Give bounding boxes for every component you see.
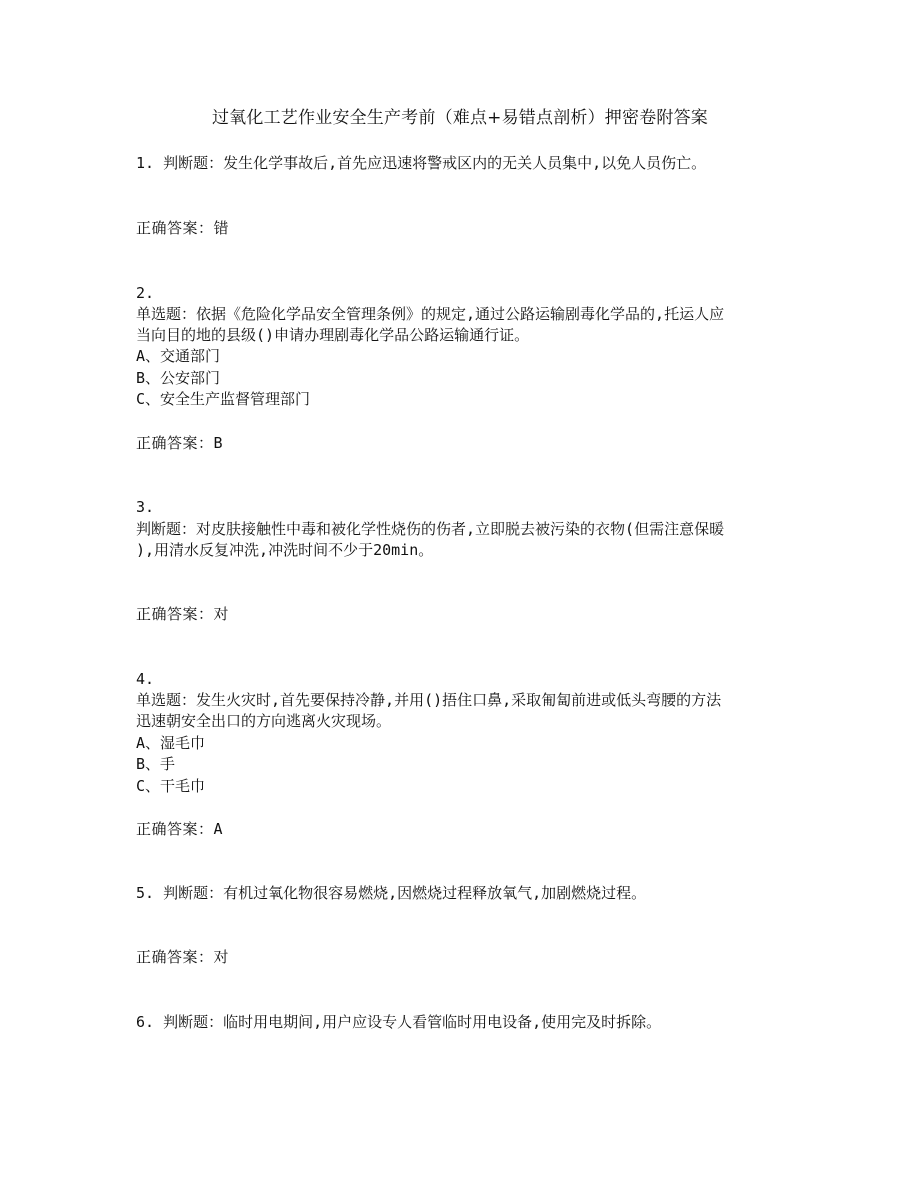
question-5-answer: 正确答案：对 (136, 948, 230, 966)
document-title: 过氧化工艺作业安全生产考前（难点+易错点剖析）押密卷附答案 (211, 108, 709, 128)
question-4-text-line2: 迅速朝安全出口的方向逃离火灾现场。 (136, 712, 392, 730)
question-2-text-line2: 当向目的地的县级()申请办理剧毒化学品公路运输通行证。 (136, 326, 530, 344)
question-2-option-b: B、公安部门 (136, 369, 221, 387)
question-3-number: 3. (136, 498, 155, 516)
question-2-option-c: C、安全生产监督管理部门 (136, 390, 311, 408)
question-4-option-c: C、干毛巾 (136, 777, 206, 795)
question-1-answer: 正确答案：错 (136, 219, 230, 237)
question-2-number: 2. (136, 284, 155, 302)
question-4-option-b: B、手 (136, 755, 176, 773)
question-3-text-line2: ),用清水反复冲洗,冲洗时间不少于20min。 (136, 541, 434, 559)
question-2-text-line1: 单选题：依据《危险化学品安全管理条例》的规定,通过公路运输剧毒化学品的,托运人应 (136, 305, 725, 323)
question-2-option-a: A、交通部门 (136, 347, 221, 365)
question-5-text: 5. 判断题：有机过氧化物很容易燃烧,因燃烧过程释放氧气,加剧燃烧过程。 (136, 884, 647, 902)
question-4-answer: 正确答案：A (136, 820, 224, 838)
question-4-text-line1: 单选题：发生火灾时,首先要保持冷静,并用()捂住口鼻,采取匍匐前进或低头弯腰的方法 (136, 691, 722, 709)
question-6-text: 6. 判断题：临时用电期间,用户应设专人看管临时用电设备,使用完及时拆除。 (136, 1013, 662, 1031)
question-2-answer: 正确答案：B (136, 434, 224, 452)
question-3-text-line1: 判断题：对皮肤接触性中毒和被化学性烧伤的伤者,立即脱去被污染的衣物(但需注意保暖 (136, 520, 725, 538)
question-4-number: 4. (136, 670, 155, 688)
question-1-text: 1. 判断题：发生化学事故后,首先应迅速将警戒区内的无关人员集中,以免人员伤亡。 (136, 154, 707, 172)
question-3-answer: 正确答案：对 (136, 605, 230, 623)
question-4-option-a: A、湿毛巾 (136, 734, 206, 752)
